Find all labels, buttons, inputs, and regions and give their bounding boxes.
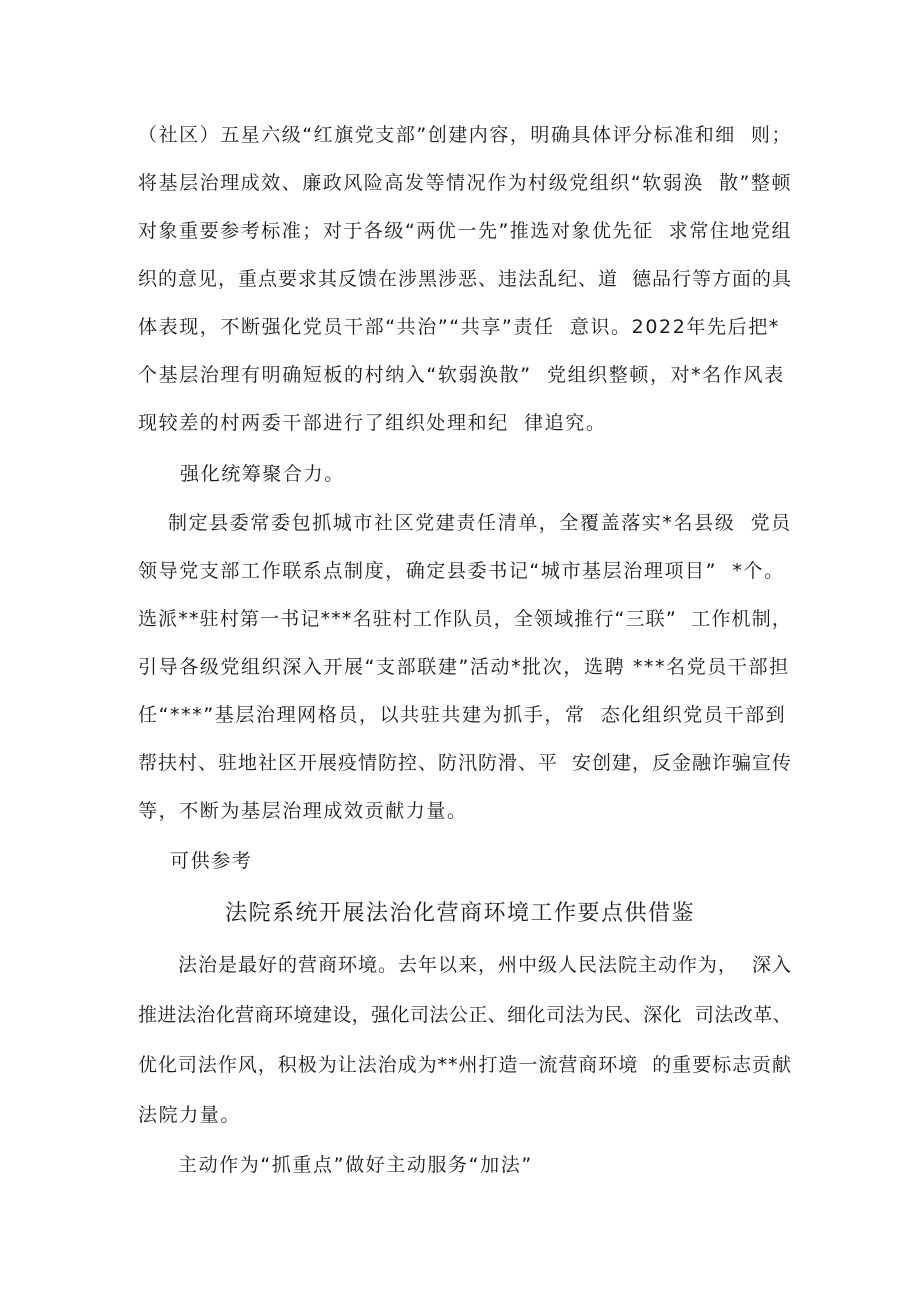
paragraph-line: 对象重要参考标准；对于各级“两优一先”推选对象优先征 求常住地党组: [138, 220, 792, 242]
paragraph-line: 优化司法作风，积极为让法治成为**州打造一流营商环境 的重要标志贡献: [138, 1054, 792, 1076]
paragraph-line: 织的意见，重点要求其反馈在涉黑涉恶、违法乱纪、道 德品行等方面的具: [138, 268, 792, 290]
paragraph-line: 法治是最好的营商环境。去年以来，州中级人民法院主动作为， 深入: [178, 954, 792, 976]
paragraph-line: 制定县委常委包抓城市社区党建责任清单，全覆盖落实*名县级 党员: [168, 512, 792, 534]
paragraph-line: 法院力量。: [138, 1104, 242, 1126]
paragraph-line: 选派**驻村第一书记***名驻村工作队员，全领域推行“三联” 工作机制，: [138, 608, 792, 630]
document-title: 法院系统开展法治化营商环境工作要点供借鉴: [224, 901, 695, 926]
paragraph-line: 将基层治理成效、廉政风险高发等情况作为村级党组织“软弱涣 散”整顿: [138, 172, 792, 194]
paragraph-line: 帮扶村、驻地社区开展疫情防控、防汛防滑、平 安创建，反金融诈骗宣传: [138, 752, 792, 774]
paragraph-line: 等，不断为基层治理成效贡献力量。: [138, 800, 468, 822]
paragraph-line: 体表现，不断强化党员干部“共治”“共享”责任 意识。2022年先后把*: [138, 316, 780, 338]
paragraph-line: 个基层治理有明确短板的村纳入“软弱涣散” 党组织整顿，对*名作风表: [138, 364, 785, 386]
paragraph-line: 现较差的村两委干部进行了组织处理和纪 律追究。: [138, 412, 607, 434]
section-subheading: 强化统筹聚合力。: [180, 463, 345, 485]
section-subheading: 主动作为“抓重点”做好主动服务“加法”: [178, 1154, 533, 1176]
reference-label: 可供参考: [170, 850, 253, 872]
paragraph-line: 任“***”基层治理网格员，以共驻共建为抓手，常 态化组织党员干部到: [138, 704, 787, 726]
paragraph-line: 引导各级党组织深入开展“支部联建”活动*批次，选聘 ***名党员干部担: [138, 656, 790, 678]
paragraph-line: 领导党支部工作联系点制度，确定县委书记“城市基层治理项目” *个。: [138, 560, 785, 582]
paragraph-line: 推进法治化营商环境建设，强化司法公正、细化司法为民、深化 司法改革、: [138, 1004, 792, 1026]
paragraph-line: （社区）五星六级“红旗党支部”创建内容，明确具体评分标准和细 则；: [138, 124, 792, 146]
